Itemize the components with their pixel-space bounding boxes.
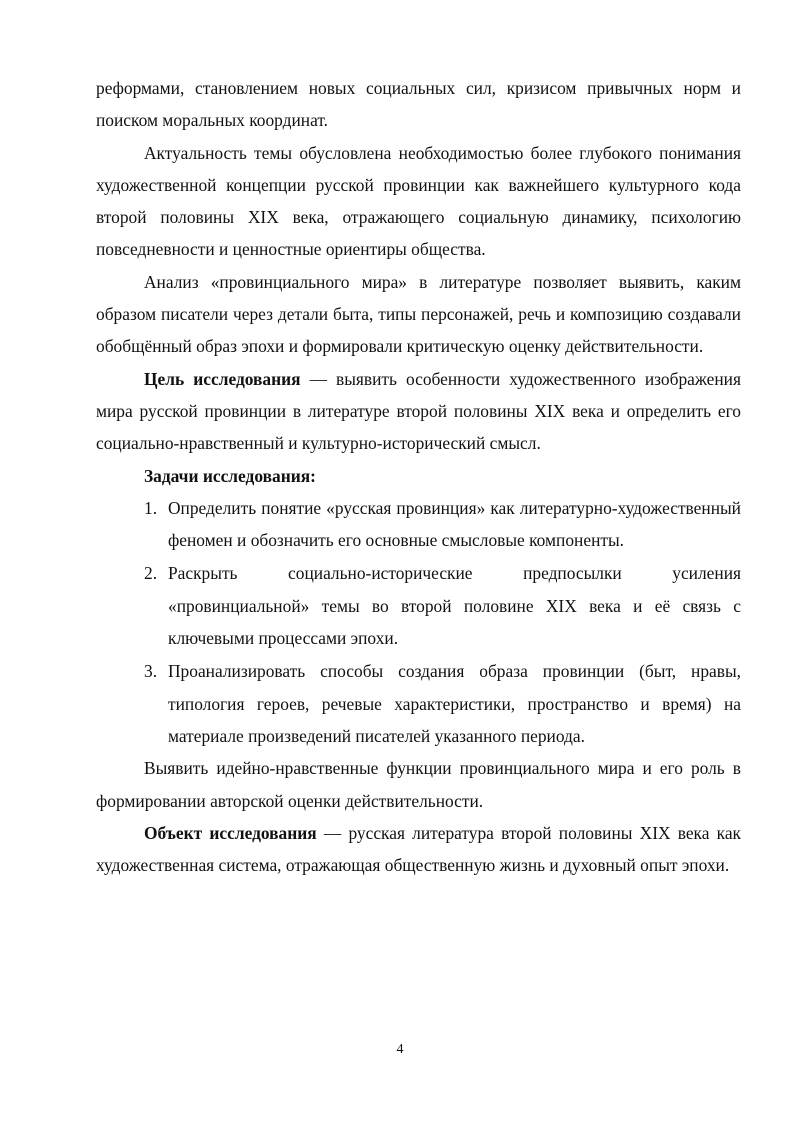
page-number: 4: [396, 1042, 404, 1057]
task-item: [96, 557, 741, 654]
task-item: [96, 655, 741, 752]
task-number: 3.: [144, 661, 158, 682]
paragraph-functions: Выявить идейно-нравственные функции провинциального мира и его роль в формировании авторской оценки действительности.: [96, 758, 741, 811]
task-number: 1.: [144, 497, 158, 518]
task-item: [96, 492, 741, 557]
paragraph-object: [96, 817, 741, 882]
task-text: Проанализировать способы создания образа провинции (быт, нравы, типология героев, речевые характеристики, пространство и время) на материале произведений писателей указанного периода.: [168, 661, 741, 746]
task-text: Определить понятие «русская провинция» как литературно-художественный феномен и обозначить его основные смысловые компоненты.: [168, 497, 741, 551]
document-page: [96, 72, 741, 881]
paragraph-continuation: реформами, становлением новых социальных сил, кризисом привычных норм и поиском моральных координат.: [96, 78, 741, 131]
tasks-heading: Задачи исследования:: [144, 465, 316, 486]
goal-text: — выявить особенности художественного изображения мира русской провинции в литературе второй половины XIX века и определить его социально-нравственный и культурно-исторический смысл.: [96, 368, 741, 454]
task-number: 2.: [144, 563, 158, 584]
task-text: Раскрыть социально-исторические предпосылки усиления «провинциальной» темы во второй половине XIX века и её связь с ключевыми процессами эпохи.: [168, 563, 741, 649]
object-text: — русская литература второй половины XIX века как художественная система, отражающая общественную жизнь и духовный опыт эпохи.: [96, 822, 741, 876]
paragraph-relevance: Актуальность темы обусловлена необходимостью более глубокого понимания художественной концепции русской провинции как важнейшего культурного кода второй половины XIX века, отражающего социальную динамику, психологию повседневности и ценностные ориентиры общества.: [96, 142, 741, 260]
paragraph-analysis: Анализ «провинциального мира» в литературе позволяет выявить, каким образом писатели через детали быта, типы персонажей, речь и композицию создавали обобщённый образ эпохи и формировали критическую оценку действительности.: [96, 271, 741, 357]
goal-label: Цель исследования: [144, 368, 301, 389]
paragraph-goal: [96, 363, 741, 460]
object-label: Объект исследования: [144, 822, 317, 843]
tasks-list: [96, 492, 741, 752]
